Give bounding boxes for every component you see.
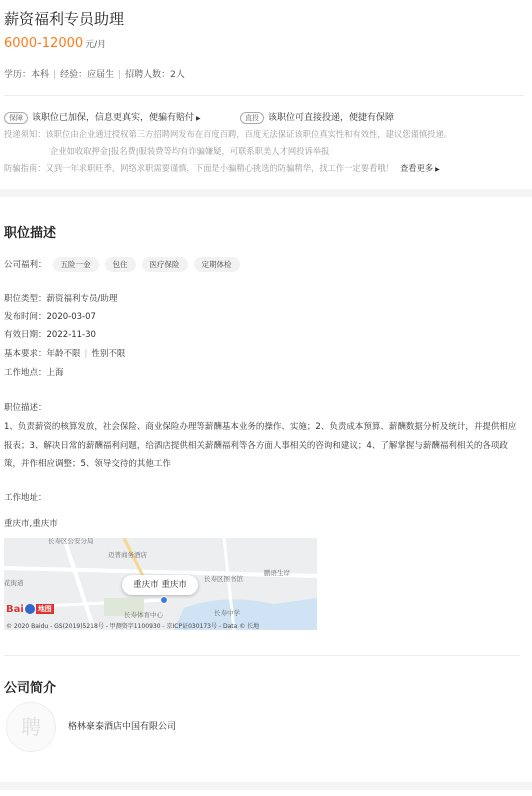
meta-headcount: 招聘人数：2人	[125, 70, 185, 80]
section-separator	[0, 782, 532, 790]
map-location-bubble[interactable]: 重庆市 重庆市	[122, 575, 198, 595]
address-label: 工作地址：	[4, 493, 47, 503]
logo-text: Bai	[6, 604, 24, 615]
job-description-text: 1、负责薪资的核算发放，社会保险、商业保险办理等薪酬基本业务的操作、实施；2、负责成本预算、薪酬数据分析及统计，并提供相应报表；3、解决日常的薪酬福利问题，给酒店提供相关薪酬福利等各方面人事相关的咨询和建议；4、了解掌握与薪酬福利相关的各项政策，并作相应调整；5、领导交待的其他工作	[4, 422, 517, 469]
see-more-link[interactable]	[400, 163, 440, 173]
benefits-label: 公司福利：	[4, 260, 47, 270]
job-type: 职位类型：薪资福利专员/助理	[4, 294, 118, 304]
guarantee-direct	[240, 110, 394, 124]
guarantee-tag: 保障	[4, 112, 28, 124]
benefits-row	[4, 257, 240, 272]
fraud-guide-text: 防骗指南：又到一年求职旺季，网络求职需要谨慎，下面是小骗精心挑选的防骗精华，找工作一定要看哦！	[4, 163, 394, 173]
job-title: 薪资福利专员助理	[4, 10, 125, 28]
map-label: 长寿体育中心	[124, 611, 163, 619]
see-more-label: 查看更多	[399, 163, 434, 173]
address-value: 重庆市,重庆市	[4, 519, 58, 529]
benefit-tag: 包住	[105, 257, 136, 272]
company-avatar: 聘	[6, 702, 56, 752]
valid-date: 有效日期：2022-11-30	[4, 330, 96, 340]
caret-right-icon: ▶	[435, 166, 440, 173]
direct-text: 该职位可直接投递，便捷有保障	[268, 113, 395, 123]
salary	[4, 36, 106, 51]
work-location: 工作地点：上海	[4, 368, 64, 378]
job-meta	[4, 67, 185, 80]
divider	[4, 655, 520, 656]
meta-separator: |	[118, 70, 122, 80]
requirements-separator: |	[84, 349, 88, 359]
guarantee-text: 该职位已加保，信息更真实，便骗有赔付	[32, 113, 195, 123]
map-pin-icon	[160, 596, 168, 604]
desc-label: 职位描述：	[4, 403, 47, 413]
caret-right-icon: ▶	[196, 115, 201, 122]
paw-icon	[25, 604, 35, 614]
job-description-title: 职位描述	[4, 226, 57, 241]
baidu-map-logo	[6, 604, 54, 615]
benefit-tag: 五险一金	[53, 257, 99, 272]
salary-unit: 元/月	[85, 40, 107, 50]
divider	[4, 95, 524, 96]
notice-line-2: 企业如收取押金|报名费|服装费等均有诈骗嫌疑，可联系职美人才网投诉举报	[50, 146, 330, 156]
company-name[interactable]: 格林豪泰酒店中国有限公司	[68, 722, 177, 732]
requirements-age: 基本要求：年龄不限	[4, 349, 81, 359]
map-copyright: © 2020 Baidu - GS(2019)5218号 - 甲测资字1100930 - 京ICP证030173号 - Data © 长地	[6, 623, 260, 630]
requirements	[4, 347, 125, 359]
map-label: 长寿中学	[214, 609, 240, 617]
logo-suffix: 地图	[37, 605, 52, 613]
map-label: 长寿区图书馆	[204, 575, 243, 583]
map-label: 迈普商务酒店	[108, 551, 147, 559]
benefit-tag: 定期体检	[194, 257, 240, 272]
meta-separator: |	[53, 70, 57, 80]
notice-line-1: 投递须知：该职位由企业通过授权第三方招聘网发布在百度百聘，百度无法保证该职位真实性和有效性，建议您谨慎投递。	[4, 129, 453, 139]
publish-date: 发布时间：2020-03-07	[4, 312, 96, 322]
fraud-guide	[4, 162, 440, 174]
company-intro-title: 公司简介	[4, 681, 57, 696]
salary-range: 6000-12000	[4, 36, 84, 51]
benefit-tag: 医疗保险	[142, 257, 188, 272]
map-label: 长寿区公安分局	[48, 538, 94, 545]
section-separator	[0, 189, 532, 197]
requirements-gender: 性别不限	[91, 349, 126, 359]
direct-tag: 直投	[240, 112, 264, 124]
meta-education: 学历：本科	[4, 70, 50, 80]
location-map[interactable]	[4, 538, 317, 630]
guarantee-insured[interactable]	[4, 110, 201, 124]
map-label: 花街道	[4, 579, 24, 587]
map-label: 鹏语生岸	[264, 569, 290, 577]
meta-experience: 经验：应届生	[60, 70, 115, 80]
